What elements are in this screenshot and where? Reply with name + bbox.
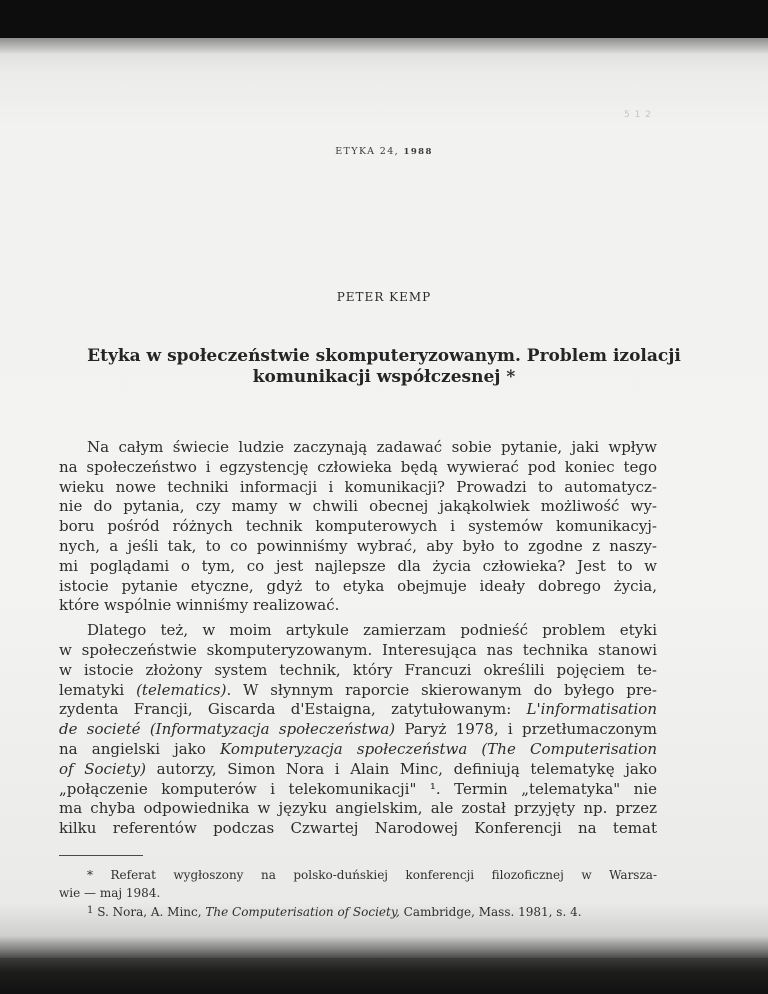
body-line: kilku referentów podczas Czwartej Narodowej Konferencji na temat <box>59 819 657 838</box>
footnote-1-line-2: wie — maj 1984. <box>59 886 161 900</box>
body-line <box>59 681 657 701</box>
scan-bottom-edge <box>0 958 768 994</box>
body-line: w istocie złożony system technik, który Francuzi określili pojęciem te- <box>59 660 657 679</box>
footnote-2 <box>59 902 657 921</box>
author-name: PETER KEMP <box>336 290 432 304</box>
body-line: ma chyba odpowiednika w języku angielskim, ale został przyjęty np. przez <box>59 799 657 818</box>
footnote-marker: 1 <box>87 905 94 916</box>
footnote-rule <box>59 855 143 856</box>
italic-title: de societé (Informatyzacja społeczeństwa) <box>59 720 396 739</box>
body-line: Dlatego też, w moim artykule zamierzam podnieść problem etyki <box>87 621 657 640</box>
running-head <box>0 146 768 157</box>
paper-sheet <box>0 38 768 958</box>
text-run: . W słynnym raporcie skierowanym do byłego pre- <box>226 680 658 699</box>
text-run: Paryż 1978, i przetłumaczonym <box>395 720 658 739</box>
text-run: Cambridge, Mass. 1981, s. 4. <box>399 905 582 919</box>
body-line: mi poglądami o tym, co jest najlepsze dla życia człowieka? Jest to w <box>59 556 657 575</box>
body-line <box>59 700 657 720</box>
body-line: istocie pytanie etyczne, gdyż to etyka obejmuje ideały dobrego życia, <box>59 576 657 595</box>
italic-term: (telematics) <box>136 680 227 699</box>
journal-name: ETYKA <box>335 146 376 157</box>
faint-page-mark: 5 1 2 <box>624 110 652 120</box>
body-line <box>59 760 657 780</box>
body-line: nych, a jeśli tak, to co powinniśmy wybrać, aby było to zgodne z naszy- <box>59 536 657 555</box>
body-line: Na całym świecie ludzie zaczynają zadawać sobie pytanie, jaki wpływ <box>87 438 657 456</box>
text-run: S. Nora, A. Minc, <box>93 905 206 919</box>
body-line: nie do pytania, czy mamy w chwili obecnej jakąkolwiek możliwość wy- <box>59 497 657 516</box>
body-line: boru pośród różnych technik komputerowych i systemów komunikacyj- <box>59 517 657 536</box>
article-title <box>40 346 728 388</box>
paragraph-1 <box>59 438 657 616</box>
body-line: w społeczeństwie skomputeryzowanym. Interesująca nas technika stanowi <box>59 640 657 659</box>
footnote-1-line-1: * Referat wygłoszony na polsko-duńskiej konferencji filozoficznej w Warsza- <box>87 868 657 882</box>
body-line <box>59 720 657 740</box>
body-line: które wspólnie winniśmy realizować. <box>59 596 340 615</box>
article-body <box>59 438 657 839</box>
body-line: wieku nowe techniki informacji i komunikacji? Prowadzi to automatycz- <box>59 477 657 496</box>
body-line: „połączenie komputerów i telekomunikacji" ¹. Termin „telematyka" nie <box>59 779 657 798</box>
text-run: zydenta Francji, Giscarda d'Estaigna, zatytułowanym: <box>59 700 527 719</box>
italic-title: of Society) <box>59 759 146 778</box>
italic-title: The Computerisation of Society, <box>205 905 400 919</box>
paragraph-2 <box>59 621 657 839</box>
body-line <box>59 740 657 760</box>
italic-title: Komputeryzacja społeczeństwa (The Computerisation <box>220 739 657 758</box>
footnotes <box>59 866 657 921</box>
journal-year: 1988 <box>403 147 433 157</box>
body-line: na społeczeństwo i egzystencję człowieka będą wywierać pod koniec tego <box>59 457 657 476</box>
text-run: na angielski jako <box>59 739 221 758</box>
journal-volume: 24, <box>379 146 400 157</box>
italic-title: L'informatisation <box>526 700 657 719</box>
text-run: autorzy, Simon Nora i Alain Minc, definiują telematykę jako <box>145 759 657 778</box>
title-line-2: komunikacji współczesnej * <box>252 367 516 387</box>
text-run: lematyki <box>59 680 137 699</box>
title-line-1: Etyka w społeczeństwie skomputeryzowanym. Problem izolacji <box>87 346 681 366</box>
